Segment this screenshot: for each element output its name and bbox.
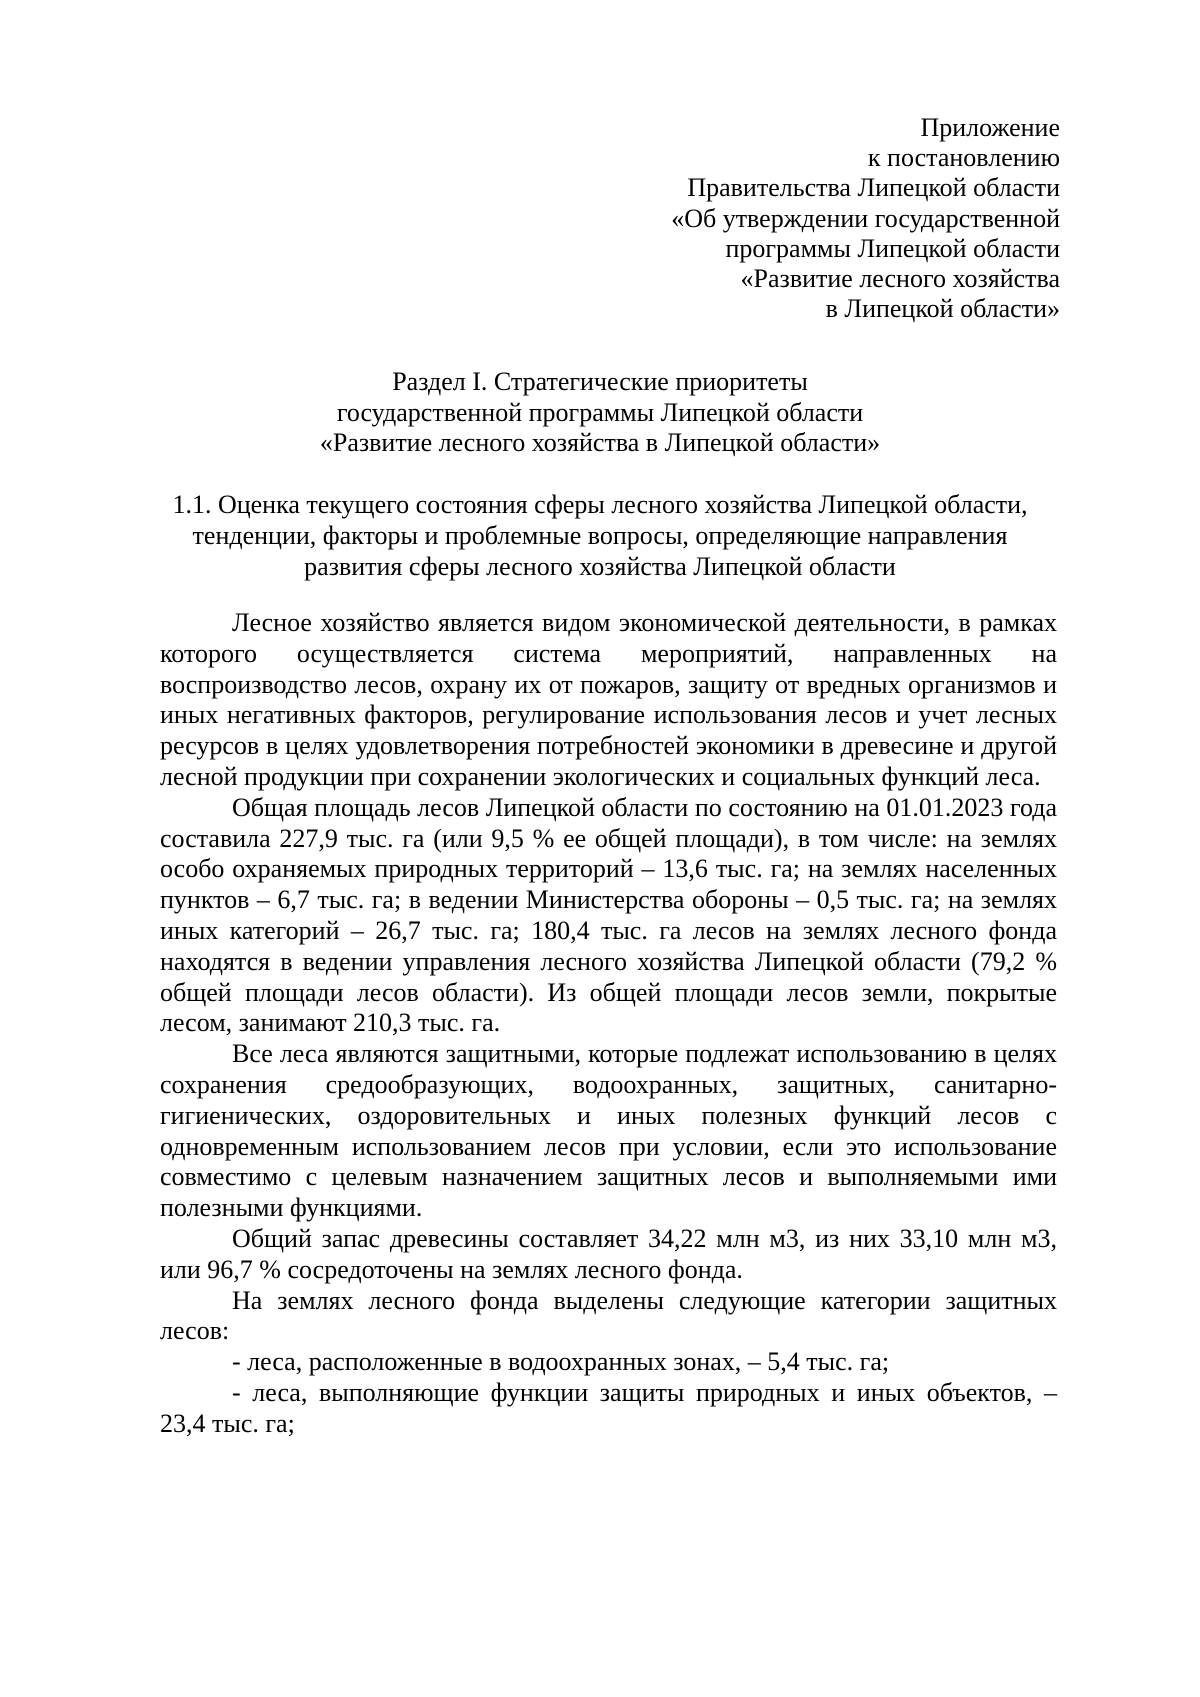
subsection-title-line: развития сферы лесного хозяйства Липецкой области	[304, 552, 896, 581]
appendix-line: к постановлению	[867, 143, 1060, 173]
appendix-line: «Развитие лесного хозяйства	[740, 264, 1060, 294]
section-title	[140, 367, 1060, 459]
subsection-title-line: 1.1. Оценка текущего состояния сферы лесного хозяйства Липецкой области,	[172, 490, 1028, 519]
appendix-header	[600, 113, 1060, 324]
appendix-line: Правительства Липецкой области	[687, 173, 1060, 203]
appendix-line: Приложение	[920, 113, 1060, 142]
section-title-line: «Развитие лесного хозяйства в Липецкой области»	[319, 428, 881, 457]
list-item: - леса, расположенные в водоохранных зонах, – 5,4 тыс. га;	[232, 1347, 890, 1377]
paragraph: Лесное хозяйство является видом экономической деятельности, в рамках которого осуществляется система мероприятий, направленных на воспроизводство лесов, охрану их от пожаров, защиту от вредных организмов и иных негативных факторов, регулирование использования лесов и учет лесных ресурсов в целях удовлетворения потребностей экономики в древесине и другой лесной продукции при сохранении экологических и социальных функций леса.	[160, 608, 1057, 791]
paragraph: Общая площадь лесов Липецкой области по состоянию на 01.01.2023 года составила 227,9 тыс. га (или 9,5 % ее общей площади), в том числе: на землях особо охраняемых природных территорий – 13,6 тыс. га; на землях населенных пунктов – 6,7 тыс. га; в ведении Министерства обороны – 0,5 тыс. га; на землях иных категорий – 26,7 тыс. га; 180,4 тыс. га лесов на землях лесного фонда находятся в ведении управления лесного хозяйства Липецкой области (79,2 % общей площади лесов области). Из общей площади лесов земли, покрытые лесом, занимают 210,3 тыс. га.	[160, 792, 1057, 1038]
list-item: - леса, выполняющие функции защиты природных и иных объектов, – 23,4 тыс. га;	[160, 1377, 1057, 1438]
subsection-title	[140, 489, 1060, 582]
paragraph: Все леса являются защитными, которые подлежат использованию в целях сохранения средообразующих, водоохранных, защитных, санитарно-гигиенических, оздоровительных и иных полезных функций лесов с одновременным использованием лесов при условии, если это использование совместимо с целевым назначением защитных лесов и выполняемыми ими полезными функциями.	[160, 1039, 1057, 1223]
appendix-line: в Липецкой области»	[825, 294, 1060, 324]
section-title-line: Раздел I. Стратегические приоритеты	[392, 367, 808, 396]
paragraph: На землях лесного фонда выделены следующие категории защитных лесов:	[160, 1285, 1057, 1346]
appendix-line: программы Липецкой области	[725, 233, 1060, 263]
paragraph: Общий запас древесины составляет 34,22 млн м3, из них 33,10 млн м3, или 96,7 % сосредоточены на землях лесного фонда.	[160, 1223, 1057, 1284]
appendix-line: «Об утверждении государственной	[671, 203, 1060, 233]
section-title-line: государственной программы Липецкой области	[336, 397, 864, 427]
body-text	[160, 608, 1057, 1440]
subsection-title-line: тенденции, факторы и проблемные вопросы, определяющие направления	[192, 521, 1008, 550]
